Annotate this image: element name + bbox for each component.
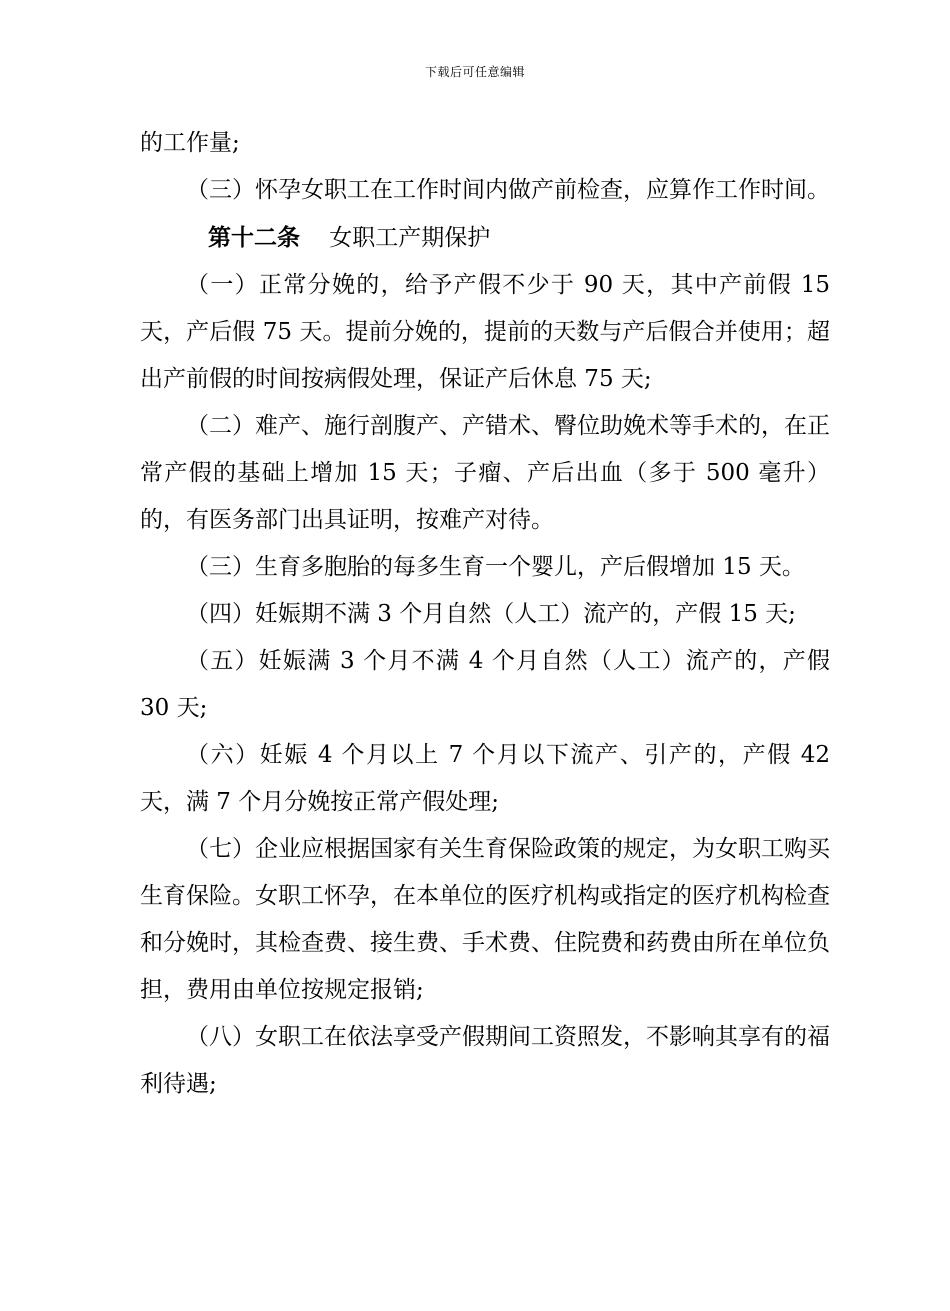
paragraph-item-5-3-to-4-months: （五）妊娠满 3 个月不满 4 个月自然（人工）流产的，产假 30 天; xyxy=(140,648,838,721)
article-title: 女职工产期保护 xyxy=(300,225,491,251)
article-heading xyxy=(140,214,830,262)
paragraph-item-2-difficult-delivery: （二）难产、施行剖腹产、产错术、臀位助娩术等手术的，在正常产假的基础上增加 15 天；子瘤、产后出血（多于 500 毫升）的，有医务部门出具证明，按难产对待。 xyxy=(140,413,830,533)
paragraph-item-3-prenatal-check: （三）怀孕女职工在工作时间内做产前检查，应算作工作时间。 xyxy=(186,177,830,203)
article-number: 第十二条 xyxy=(208,224,300,251)
paragraph-item-7-maternity-insurance: （七）企业应根据国家有关生育保险政策的规定，为女职工购买生育保险。女职工怀孕，在本单位的医疗机构或指定的医疗机构检查和分娩时，其检查费、接生费、手术费、住院费和药费由所在单位负担，费用由单位按规定报销; xyxy=(140,836,830,1003)
paragraph-item-8-wages: （八）女职工在依法享受产假期间工资照发，不影响其享有的福利待遇; xyxy=(140,1024,830,1097)
paragraph-item-3-multiple-births: （三）生育多胞胎的每多生育一个婴儿，产后假增加 15 天。 xyxy=(186,554,805,580)
paragraph-item-6-4-to-7-months: （六）妊娠 4 个月以上 7 个月以下流产、引产的，产假 42 天，满 7 个月分娩按正常产假处理; xyxy=(140,742,838,815)
page-header: 下载后可任意编辑 xyxy=(424,65,525,79)
paragraph-item-4-under-3-months: （四）妊娠期不满 3 个月自然（人工）流产的，产假 15 天; xyxy=(186,601,796,627)
document-body xyxy=(140,120,838,1108)
paragraph-continuation: 的工作量; xyxy=(140,130,240,156)
paragraph-item-1-normal-delivery: （一）正常分娩的，给予产假不少于 90 天，其中产前假 15 天，产后假 75 天。提前分娩的，提前的天数与产后假合并使用；超出产前假的时间按病假处理，保证产后休息 75 天; xyxy=(140,272,838,392)
